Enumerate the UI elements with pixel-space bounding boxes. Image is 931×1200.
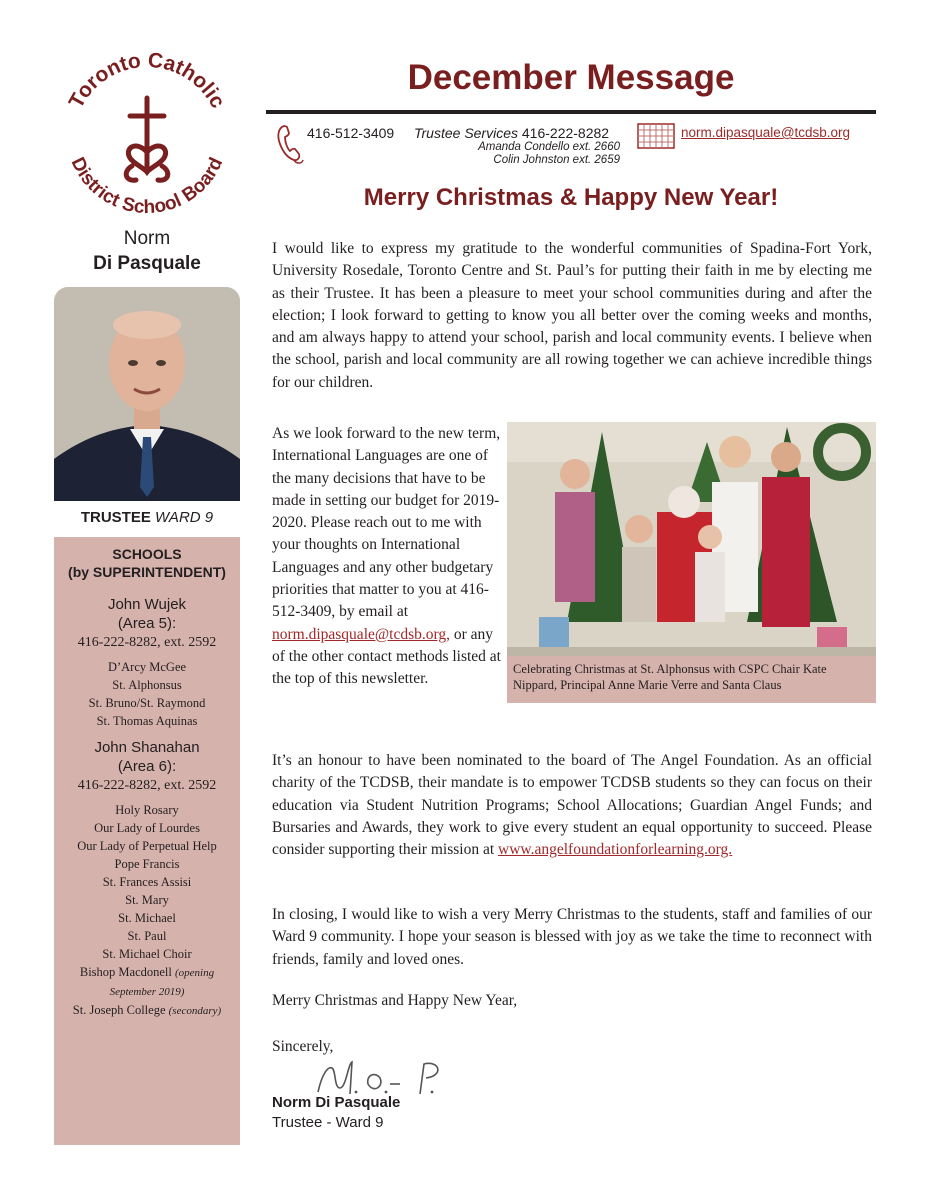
trustee-last-name: Di Pasquale xyxy=(93,253,201,274)
school-note: (secondary) xyxy=(168,1005,222,1017)
paragraph-sincerely: Sincerely, xyxy=(272,1038,334,1055)
email-inline-link[interactable]: norm.dipasquale@tcdsb.org, xyxy=(272,625,451,643)
school-note-line xyxy=(54,982,240,1001)
school-item: St. Michael xyxy=(118,911,176,925)
schools-sidebar xyxy=(54,537,240,1145)
ward-label-ward: WARD 9 xyxy=(155,509,214,526)
school-item: Pope Francis xyxy=(114,857,180,871)
contact-colin: Colin Johnston ext. 2659 xyxy=(493,154,620,166)
superintendent-phone: 416-222-8282, ext. 2592 xyxy=(77,635,217,650)
school-item: St. Bruno/St. Raymond xyxy=(88,696,206,710)
ward-label-title: TRUSTEE xyxy=(80,509,151,526)
school-name: St. Joseph College xyxy=(72,1003,166,1017)
logo-top-text: Toronto Catholic xyxy=(64,48,230,113)
schools-heading: SCHOOLS xyxy=(112,546,182,562)
superintendent-area: (Area 5): xyxy=(117,615,177,632)
trustee-services-phone[interactable]: 416-222-8282 xyxy=(521,125,610,141)
paragraph-languages xyxy=(272,423,507,691)
phone-icon xyxy=(276,124,304,166)
school-name: Bishop Macdonell xyxy=(79,965,172,979)
cross-heart-icon xyxy=(126,98,168,180)
school-item: D’Arcy McGee xyxy=(107,660,187,674)
school-item: St. Michael Choir xyxy=(102,947,192,961)
paragraph-text: It’s an honour to have been nominated to the board of The Angel Foundation. As an official charity of the TCDSB, their mandate is to empower TCDSB students so they can focus on their education via Student Nutrition Programs; School Allocations; Guardian Angel Funds; and Bursaries and Awards, they work to give every student an equal opportunity to succeed. Please consider supporting their mission at xyxy=(272,752,872,859)
christmas-photo xyxy=(507,422,876,656)
school-item: St. Paul xyxy=(127,929,167,943)
paragraph-wishes: Merry Christmas and Happy New Year, xyxy=(272,992,518,1009)
paragraph-closing: In closing, I would like to wish a very Merry Christmas to the students, staff and families of our Ward 9 community. I hope your season is blessed with joy as we take the time to reconnect with friends, family and loved ones. xyxy=(272,906,872,968)
paragraph-text: or any of the other contact methods listed at the top of this newsletter. xyxy=(272,625,501,688)
photo-caption: Celebrating Christmas at St. Alphonsus with CSPC Chair Kate Nippard, Principal Anne Marie Verre and Santa Claus xyxy=(507,656,876,703)
school-item: St. Frances Assisi xyxy=(102,875,192,889)
school-item: St. Alphonsus xyxy=(112,678,182,692)
paragraph-angel-foundation xyxy=(272,750,872,861)
trustee-portrait xyxy=(54,287,240,501)
email-icon xyxy=(637,123,675,149)
trustee-services-label: Trustee Services xyxy=(414,125,518,141)
school-note: (opening xyxy=(175,967,215,979)
signoff-name: Norm Di Pasquale xyxy=(272,1094,401,1111)
school-item: Our Lady of Perpetual Help xyxy=(77,839,217,853)
signoff-role: Trustee - Ward 9 xyxy=(272,1114,384,1131)
school-item-st-joseph xyxy=(54,1001,240,1020)
school-note: September 2019) xyxy=(109,986,185,998)
superintendent-area: (Area 6): xyxy=(117,758,177,775)
page-title: December Message xyxy=(407,58,735,97)
superintendent-phone: 416-222-8282, ext. 2592 xyxy=(77,778,217,793)
trustee-first-name: Norm xyxy=(123,228,171,249)
title-divider xyxy=(266,110,876,114)
paragraph-text: As we look forward to the new term, International Languages are one of the many decisions that have to be made in setting our budget for 2019-2020. Please reach out to me with your thoughts on International Languages and any other budgetary priorities that matter to you at 416-512-3409, by email at xyxy=(272,425,501,621)
trustee-services-line xyxy=(414,125,609,141)
school-item: Holy Rosary xyxy=(115,803,179,817)
schools-subheading: (by SUPERINTENDENT) xyxy=(68,564,226,580)
tcdsb-logo xyxy=(52,40,242,230)
school-item: St. Mary xyxy=(125,893,169,907)
superintendent-name: John Wujek xyxy=(107,596,187,613)
logo-bottom-text: District School Board xyxy=(66,154,228,219)
angel-foundation-link[interactable]: www.angelfoundationforlearning.org. xyxy=(498,841,733,859)
superintendent-name: John Shanahan xyxy=(94,739,200,756)
school-item: Our Lady of Lourdes xyxy=(94,821,200,835)
school-item: St. Thomas Aquinas xyxy=(96,714,198,728)
email-link[interactable]: norm.dipasquale@tcdsb.org xyxy=(681,125,851,140)
contact-amanda: Amanda Condello ext. 2660 xyxy=(478,141,620,153)
trustee-phone[interactable]: 416-512-3409 xyxy=(307,125,395,141)
paragraph-gratitude: I would like to express my gratitude to the wonderful communities of Spadina-Fort York, University Rosedale, Toronto Centre and St. Paul’s for putting their faith in me by electing me as their Trustee. It has been a pleasure to meet your school communities during and after the election; I look forward to getting to know you all better over the coming weeks and months, and am always happy to attend your school, parish and local community events. I believe when the school, parish and local community are all rowing together we can achieve incredible things for our children. xyxy=(272,240,872,391)
school-item-bishop-macdonell xyxy=(54,963,240,982)
greeting-heading: Merry Christmas & Happy New Year! xyxy=(363,184,779,211)
ward-label xyxy=(54,509,240,526)
